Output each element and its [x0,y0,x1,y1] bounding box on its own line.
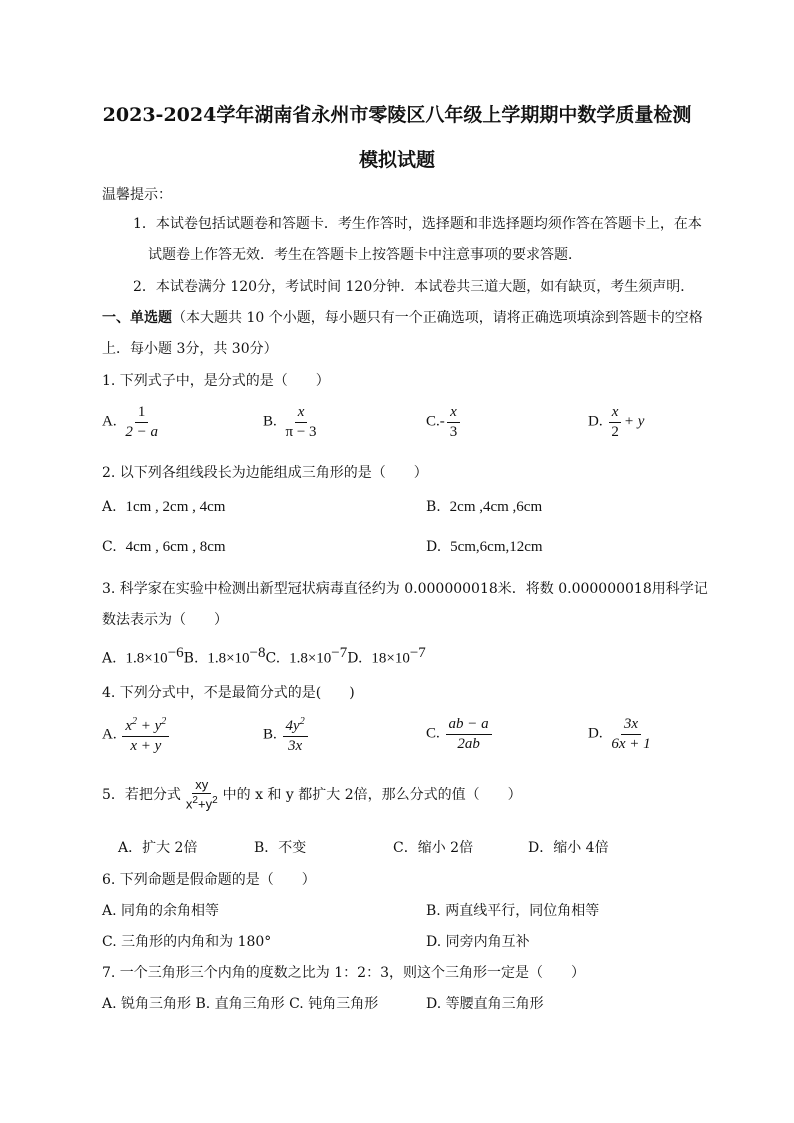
question-2-stem: 2. 以下列各组线段长为边能组成三角形的是（ ） [102,465,428,481]
section-desc-a: （本大题共 10 个小题，每小题只有一个正确选项，请将正确选项填涂到答题卡的空格 [172,310,703,326]
q4-option-b: B. $\frac{4y^2}{3x}$ [263,716,310,754]
q4-option-a: A. $\frac{x^2 + y^2}{x + y}$ [102,716,171,754]
q1-option-d: D. $\frac{x}{2}$ + y [588,404,645,440]
question-4-stem: 4. 下列分式中，不是最简分式的是( ) [102,685,355,701]
question-5-stem: 5．若把分式 $\frac{xy}{x^2+y^2}$ 中的 x 和 y 都扩大 2倍，那么分式的值（ ） [102,777,522,812]
q4-c-fraction: $\frac{ab - a}{2ab}$ [446,716,492,752]
q2-option-b: B. 2cm ,4cm ,6cm [426,499,543,515]
q5-fraction: $\frac{xy}{x^2+y^2}$ [185,777,218,812]
q1-option-b-label: B. [263,413,277,430]
q1-option-a [102,404,163,440]
q4-d-fraction: $\frac{3x}{6x + 1}$ [611,716,651,752]
q5-option-c: C．缩小 2倍 [393,840,474,856]
q1-b-fraction: $\frac{x}{\pi - 3}$ [285,404,317,440]
notice-item-1a: 1．本试卷包括试题卷和答题卡．考生作答时，选择题和非选择题均须作答在答题卡上，在本 [133,216,702,232]
q1-option-c-label: C. [426,413,440,430]
q5-option-d: D．缩小 4倍 [528,840,609,856]
q6-option-b: B. 两直线平行，同位角相等 [426,903,600,919]
q1-a-fraction: $\frac{1}{2 - a}$ [125,404,158,440]
q2-option-a: A. 1cm , 2cm , 4cm [102,499,226,515]
question-6-stem: 6. 下列命题是假命题的是（ ） [102,872,316,888]
notice-item-1b: 试题卷上作答无效．考生在答题卡上按答题卡中注意事项的要求答题． [148,247,582,263]
q1-d-fraction: $\frac{x}{2}$ [608,404,622,440]
question-3-stem-a: 3. 科学家在实验中检测出新型冠状病毒直径约为 0.000000018米．将数 0.000000018用科学记 [102,581,708,597]
q4-option-c: C. $\frac{ab - a}{2ab}$ [426,716,494,752]
notice-item-2: 2．本试卷满分 120分，考试时间 120分钟．本试卷共三道大题，如有缺页，考生须声明． [133,279,695,295]
q3-options: A. $1.8\times 10^{-6}B$. $1.8\times 10^{-8}C$. $1.8\times 10^{-7}D$. $18\times 10^{-7}$ [102,645,426,667]
q4-option-d: D. $\frac{3x}{6x + 1}$ [588,716,656,752]
q6-option-c: C. 三角形的内角和为 180° [102,934,272,950]
q1-option-c: C.- $\frac{x}{3}$ [426,404,462,440]
q6-option-d: D. 同旁内角互补 [426,934,530,950]
question-3-stem-b: 数法表示为（ ） [102,612,228,628]
q1-option-b [263,404,322,440]
q2-option-c: C. 4cm , 6cm , 8cm [102,539,226,555]
section-heading [102,307,703,327]
q5-option-a: A．扩大 2倍 [118,840,198,856]
page-title: 2023-2024学年湖南省永州市零陵区八年级上学期期中数学质量检测 [102,104,692,126]
q1-option-d-label: D. [588,413,603,430]
page-subtitle: 模拟试题 [358,149,435,171]
question-1-stem: 1. 下列式子中，是分式的是（ ） [102,373,330,389]
q4-b-fraction: $\frac{4y^2}{3x}$ [283,716,308,754]
q6-option-a: A. 同角的余角相等 [102,903,220,919]
q5-option-b: B．不变 [254,840,307,856]
question-7-stem: 7. 一个三角形三个内角的度数之比为 1：2：3，则这个三角形一定是（ ） [102,965,585,981]
q1-option-a-label: A. [102,413,117,430]
section-label: 一、单选题 [102,310,172,326]
notice-label: 温馨提示： [102,187,172,203]
q7-options-abc: A. 锐角三角形 B. 直角三角形 C. 钝角三角形 [102,996,379,1012]
section-desc-b: 上．每小题 3分，共 30分） [102,341,278,357]
q1-c-fraction: $\frac{x}{3}$ [447,404,461,440]
q2-option-d: D. 5cm,6cm,12cm [426,539,543,555]
q4-a-fraction: $\frac{x^2 + y^2}{x + y}$ [122,716,169,754]
q7-option-d: D. 等腰直角三角形 [426,996,544,1012]
